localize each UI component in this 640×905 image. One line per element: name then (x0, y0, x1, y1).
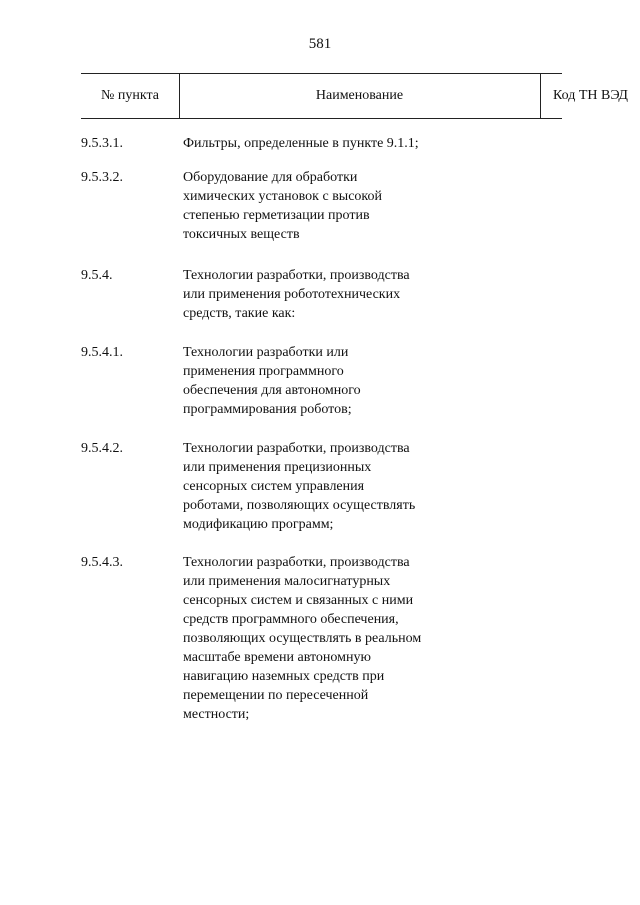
table-row (0, 439, 640, 534)
table-row (0, 343, 640, 419)
page-number: 581 (308, 36, 332, 52)
item-number: 9.5.4.2. (81, 441, 123, 456)
item-name-line: применения программного (183, 364, 344, 379)
item-name (183, 343, 473, 419)
item-name-line: обеспечения для автономного (183, 383, 361, 398)
item-name (183, 168, 473, 244)
item-name-line: Фильтры, определенные в пункте 9.1.1; (183, 136, 419, 151)
item-name-line: сенсорных систем и связанных с ними (183, 593, 414, 608)
item-number: 9.5.3.1. (81, 136, 123, 151)
header-code: Код ТН ВЭД (553, 88, 628, 103)
table-row (0, 168, 640, 244)
item-name-line: Технологии разработки, производства (183, 441, 410, 456)
table-body (0, 134, 640, 724)
item-name-line: позволяющих осуществлять в реальном (183, 631, 422, 646)
item-number: 9.5.3.2. (81, 170, 123, 185)
item-name-line: сенсорных систем управления (183, 479, 365, 494)
item-name-line: модификацию программ; (183, 517, 334, 532)
item-name (183, 266, 473, 323)
item-name-line: перемещении по пересеченной (183, 688, 369, 703)
item-number: 9.5.4.1. (81, 345, 123, 360)
item-name (183, 553, 473, 724)
item-name-line: программирования роботов; (183, 402, 352, 417)
item-name-line: навигацию наземных средств при (183, 669, 385, 684)
item-name-line: масштабе времени автономную (183, 650, 371, 665)
table-header (81, 73, 628, 119)
item-name-line: химических установок с высокой (183, 189, 383, 204)
item-name-line: средств, такие как: (183, 306, 296, 321)
item-name-line: токсичных веществ (183, 227, 300, 242)
item-name-line: или применения малосигнатурных (183, 574, 391, 589)
item-name (183, 439, 473, 534)
item-name-line: роботами, позволяющих осуществлять (183, 498, 416, 513)
item-number: 9.5.4.3. (81, 555, 123, 570)
item-name-line: Технологии разработки или (183, 345, 349, 360)
item-name (183, 134, 473, 153)
table-row (0, 134, 640, 153)
item-name-line: или применения робототехнических (183, 287, 401, 302)
header-name: Наименование (315, 88, 404, 103)
header-number: № пункта (101, 88, 159, 103)
item-name-line: Технологии разработки, производства (183, 268, 410, 283)
item-name-line: Оборудование для обработки (183, 170, 358, 185)
item-number: 9.5.4. (81, 268, 113, 283)
item-name-line: или применения прецизионных (183, 460, 372, 475)
table-row (0, 266, 640, 323)
item-name-line: местности; (183, 707, 250, 722)
item-name-line: степенью герметизации против (183, 208, 370, 223)
table-row (0, 553, 640, 724)
item-name-line: средств программного обеспечения, (183, 612, 399, 627)
item-name-line: Технологии разработки, производства (183, 555, 410, 570)
